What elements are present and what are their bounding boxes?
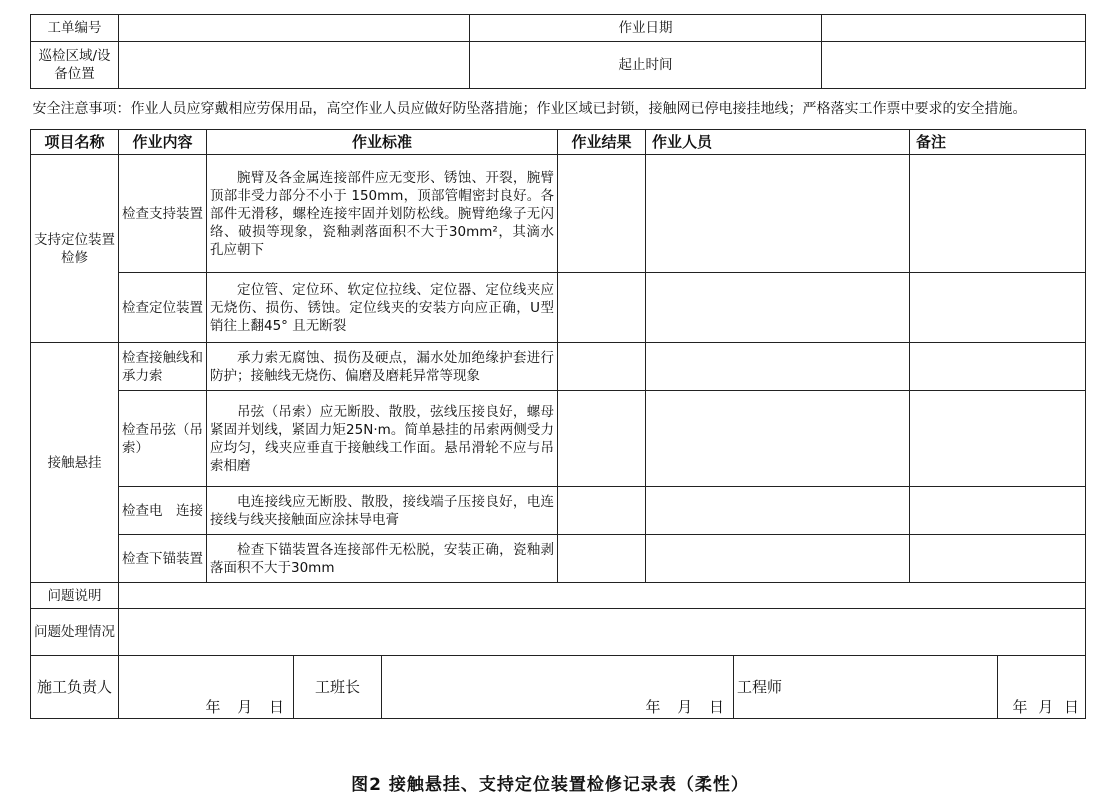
row-remarks-cell[interactable]	[910, 155, 1086, 273]
row-content: 检查接触线和承力索	[119, 343, 207, 391]
foreman-date[interactable]: 年 月 日	[382, 656, 734, 719]
row-result-cell[interactable]	[558, 487, 646, 535]
row-remarks-cell[interactable]	[910, 535, 1086, 583]
row-content: 检查定位装置	[119, 273, 207, 343]
handling-value[interactable]	[119, 609, 1086, 656]
work-no-label: 工单编号	[31, 15, 119, 42]
header-row-2	[31, 42, 1086, 89]
row-personnel-cell[interactable]	[646, 343, 910, 391]
time-value[interactable]	[822, 42, 1086, 89]
table-row	[31, 155, 1086, 273]
row-standard: 承力索无腐蚀、损伤及硬点，漏水处加绝缘护套进行防护；接触线无烧伤、偏磨及磨耗异常等现象	[207, 343, 558, 391]
table-row	[31, 535, 1086, 583]
signature-row	[31, 656, 1086, 719]
time-label: 起止时间	[470, 42, 822, 89]
row-standard: 定位管、定位环、软定位拉线、定位器、定位线夹应无烧伤、损伤、锈蚀。定位线夹的安装方向应正确，U型销往上翻45° 且无断裂	[207, 273, 558, 343]
row-remarks-cell[interactable]	[910, 273, 1086, 343]
row-result-cell[interactable]	[558, 343, 646, 391]
table-row	[31, 343, 1086, 391]
row-result-cell[interactable]	[558, 535, 646, 583]
foreman-label: 工班长	[294, 656, 382, 719]
problem-row	[31, 583, 1086, 609]
problem-label: 问题说明	[31, 583, 119, 609]
handling-row	[31, 609, 1086, 656]
row-standard	[207, 155, 558, 273]
col-item-name: 项目名称	[31, 130, 119, 155]
row-personnel-cell[interactable]	[646, 155, 910, 273]
row-content: 检查吊弦（吊索）	[119, 391, 207, 487]
safety-note: 安全注意事项：作业人员应穿戴相应劳保用品，高空作业人员应做好防坠落措施；作业区域已封锁，接触网已停电接挂地线；严格落实工作票中要求的安全措施。	[31, 89, 1086, 130]
column-header-row	[31, 130, 1086, 155]
row-content: 检查电 连接	[119, 487, 207, 535]
col-remarks: 备注	[910, 130, 1086, 155]
safety-note-row	[31, 89, 1086, 130]
inspection-table	[30, 14, 1086, 719]
row-standard: 检查下锚装置各连接部件无松脱，安装正确，瓷釉剥落面积不大于30mm	[207, 535, 558, 583]
figure-caption: 图2 接触悬挂、支持定位装置检修记录表（柔性）	[351, 775, 749, 795]
row-personnel-cell[interactable]	[646, 535, 910, 583]
row-standard: 吊弦（吊索）应无断股、散股，弦线压接良好，螺母紧固并划线，紧固力矩25N·m。简单悬挂的吊索两侧受力应均匀，线夹应垂直于接触线工作面。悬吊滑轮不应与吊索相磨	[207, 391, 558, 487]
row-personnel-cell[interactable]	[646, 391, 910, 487]
col-content: 作业内容	[119, 130, 207, 155]
col-result: 作业结果	[558, 130, 646, 155]
row-result-cell[interactable]	[558, 155, 646, 273]
engineer-date[interactable]: 年 月 日	[998, 656, 1086, 719]
handling-label: 问题处理情况	[31, 609, 119, 656]
table-row	[31, 391, 1086, 487]
record-form	[30, 14, 1085, 719]
row-result-cell[interactable]	[558, 273, 646, 343]
group-name: 支持定位装置检修	[31, 155, 119, 343]
col-standard: 作业标准	[207, 130, 558, 155]
work-date-value[interactable]	[822, 15, 1086, 42]
row-content: 检查下锚装置	[119, 535, 207, 583]
row-remarks-cell[interactable]	[910, 343, 1086, 391]
problem-value[interactable]	[119, 583, 1086, 609]
area-value[interactable]	[119, 42, 470, 89]
row-standard-text: 腕臂及各金属连接部件应无变形、锈蚀、开裂，腕臂顶部非受力部分不小于 150mm，顶部管帽密封良好。各部件无滑移，螺栓连接牢固并划防松线。腕臂绝缘子无闪络、破损等现象，瓷釉剥落面积不大于30mm²，其滴水孔应朝下	[210, 169, 554, 258]
leader-label: 施工负责人	[31, 656, 119, 719]
row-standard: 电连接线应无断股、散股，接线端子压接良好，电连接线与线夹接触面应涂抹导电膏	[207, 487, 558, 535]
row-personnel-cell[interactable]	[646, 487, 910, 535]
work-no-value[interactable]	[119, 15, 470, 42]
col-personnel: 作业人员	[646, 130, 910, 155]
group-name: 接触悬挂	[31, 343, 119, 583]
row-personnel-cell[interactable]	[646, 273, 910, 343]
work-date-label: 作业日期	[470, 15, 822, 42]
row-remarks-cell[interactable]	[910, 391, 1086, 487]
table-row	[31, 273, 1086, 343]
header-row-1	[31, 15, 1086, 42]
row-result-cell[interactable]	[558, 391, 646, 487]
table-row	[31, 487, 1086, 535]
area-label: 巡检区域/设备位置	[31, 42, 119, 89]
leader-date[interactable]: 年 月 日	[119, 656, 294, 719]
row-content: 检查支持装置	[119, 155, 207, 273]
row-remarks-cell[interactable]	[910, 487, 1086, 535]
engineer-label: 工程师	[734, 656, 998, 719]
